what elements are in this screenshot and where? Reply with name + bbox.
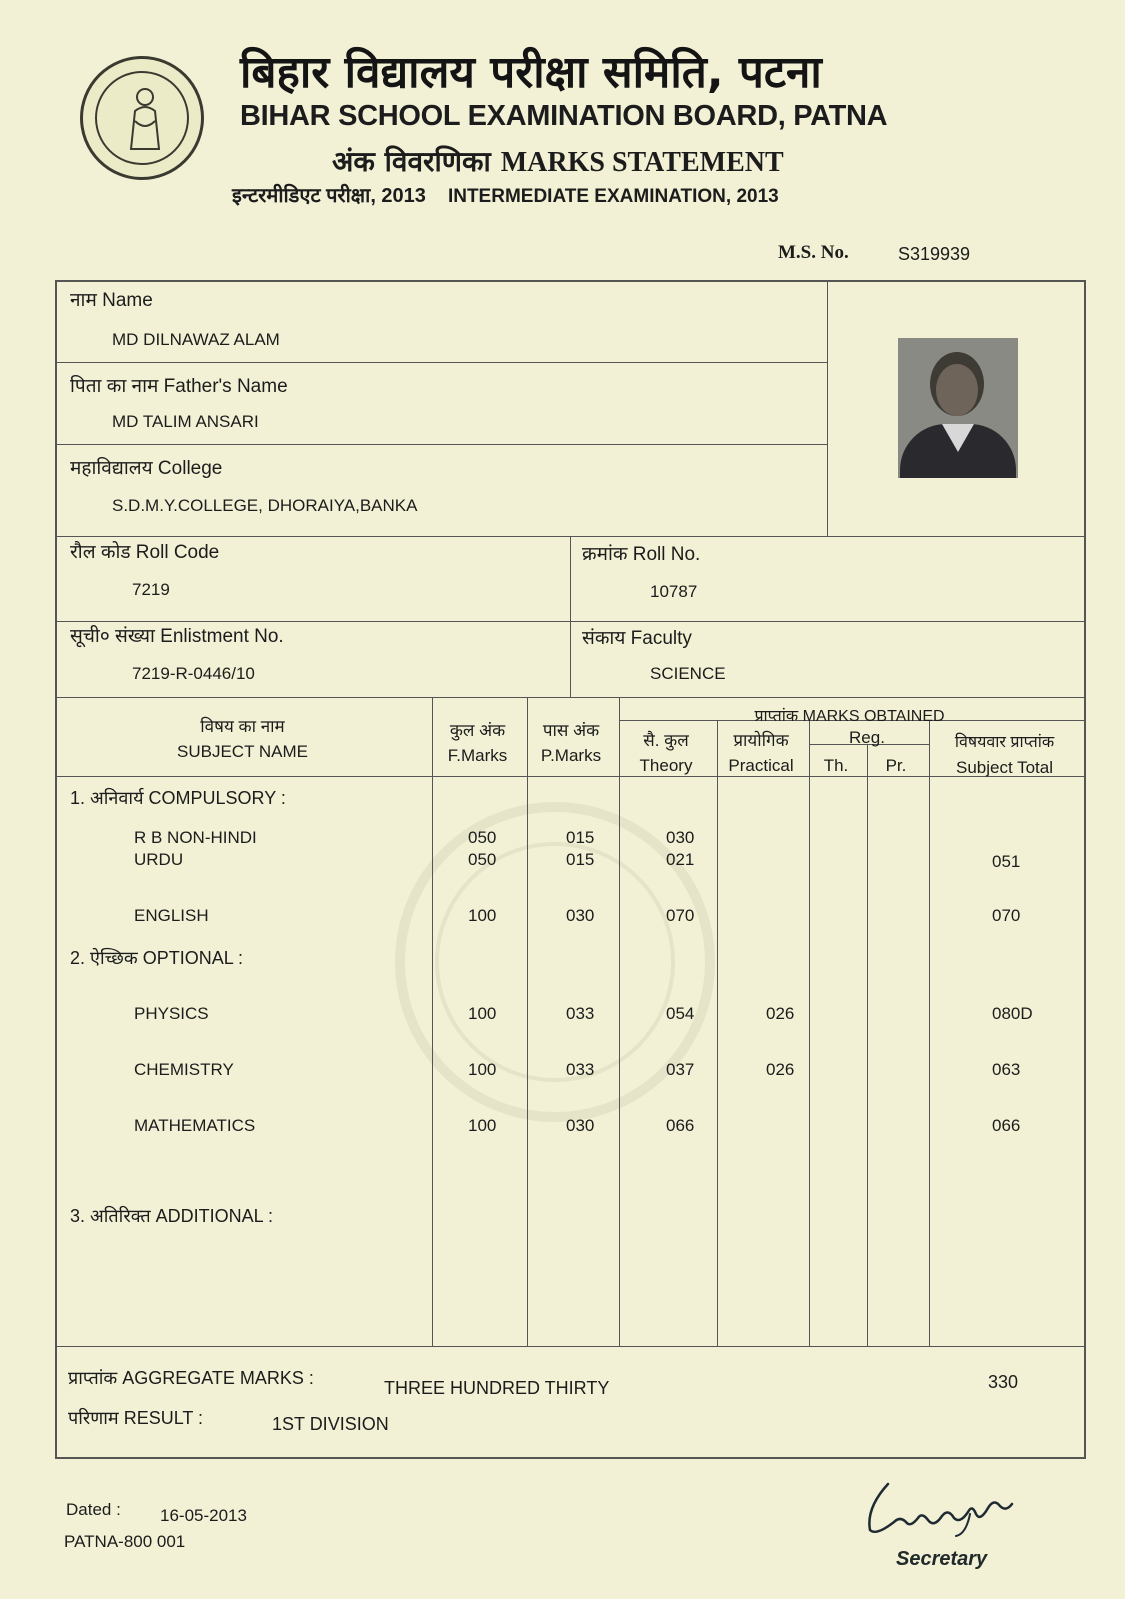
divider <box>929 720 930 1346</box>
fmarks-header-hindi: कुल अंक <box>449 721 506 740</box>
practical-header-english: Practical <box>728 756 794 775</box>
roll-no-value: 10787 <box>650 582 698 601</box>
divider <box>809 720 810 1346</box>
theory-marks: 030 <box>666 828 695 847</box>
candidate-photo <box>898 338 1018 478</box>
secretary-label: Secretary <box>896 1548 988 1570</box>
faculty-value: SCIENCE <box>650 664 726 683</box>
roll-code-label: रौल कोड Roll Code <box>70 542 220 563</box>
practical-marks: 026 <box>766 1004 795 1023</box>
exam-heading <box>232 181 779 208</box>
roll-no-label: क्रमांक Roll No. <box>582 544 701 565</box>
aggregate-marks-words: THREE HUNDRED THIRTY <box>384 1378 610 1398</box>
divider <box>57 697 1084 698</box>
full-marks: 100 <box>468 906 497 925</box>
secretary-signature-icon <box>860 1478 1020 1538</box>
exam-english: INTERMEDIATE EXAMINATION, 2013 <box>447 186 779 207</box>
full-marks: 100 <box>468 1004 497 1023</box>
reg-theory-header: Th. <box>823 756 849 775</box>
ms-no-label: M.S. No. <box>778 242 849 263</box>
aggregate-marks-value: 330 <box>988 1372 1019 1392</box>
marks-statement-heading <box>332 142 784 180</box>
place-value: PATNA-800 001 <box>64 1532 186 1551</box>
result-value: 1ST DIVISION <box>272 1414 389 1434</box>
theory-header-english: Theory <box>639 756 693 775</box>
marks-statement-hindi: अंक विवरणिका <box>332 145 491 178</box>
divider <box>570 536 571 697</box>
subject-name: URDU <box>134 850 184 869</box>
subject-total: 063 <box>992 1060 1021 1079</box>
marks-obtained-header: प्राप्तांक MARKS OBTAINED <box>754 708 945 725</box>
full-marks: 100 <box>468 1060 497 1079</box>
compulsory-section-label: 1. अनिवार्य COMPULSORY : <box>70 788 286 808</box>
subject-total: 051 <box>992 852 1021 871</box>
subject-name: PHYSICS <box>134 1004 209 1023</box>
subject-name: CHEMISTRY <box>134 1060 234 1079</box>
subject-total: 070 <box>992 906 1021 925</box>
subject-total: 066 <box>992 1116 1021 1135</box>
father-name-label: पिता का नाम Father's Name <box>70 376 288 397</box>
result-label: परिणाम RESULT : <box>68 1408 204 1428</box>
enlistment-value: 7219-R-0446/10 <box>132 664 255 683</box>
divider <box>619 697 620 1346</box>
dated-value: 16-05-2013 <box>160 1506 247 1525</box>
exam-hindi: इन्टरमीडिएट परीक्षा, 2013 <box>232 185 426 207</box>
divider <box>432 697 433 1346</box>
subject-total-header-hindi: विषयवार प्राप्तांक <box>954 734 1055 751</box>
full-marks: 100 <box>468 1116 497 1135</box>
optional-section-label: 2. ऐच्छिक OPTIONAL : <box>70 948 244 968</box>
pass-marks: 015 <box>566 850 595 869</box>
reg-header: Reg. <box>849 728 885 747</box>
subject-name: MATHEMATICS <box>134 1116 256 1135</box>
practical-marks: 026 <box>766 1060 795 1079</box>
board-title-hindi: बिहार विद्यालय परीक्षा समिति, पटना <box>240 47 822 98</box>
board-title-english: BIHAR SCHOOL EXAMINATION BOARD, PATNA <box>240 100 888 132</box>
divider <box>57 362 827 363</box>
subject-name: ENGLISH <box>134 906 209 925</box>
subject-total-header-english: Subject Total <box>955 758 1054 777</box>
pass-marks: 033 <box>566 1060 595 1079</box>
college-label: महाविद्यालय College <box>70 458 223 479</box>
divider <box>867 744 868 1346</box>
name-label: नाम Name <box>70 290 153 311</box>
faculty-label: संकाय Faculty <box>582 628 692 649</box>
seal-figure-icon <box>119 87 171 153</box>
divider <box>57 444 827 445</box>
enlistment-label: सूची० संख्या Enlistment No. <box>70 626 284 647</box>
divider <box>57 1346 1084 1347</box>
subject-header-english: SUBJECT NAME <box>177 742 308 761</box>
photo-face <box>936 364 978 416</box>
dated-label: Dated : <box>66 1500 121 1519</box>
fmarks-header-english: F.Marks <box>447 746 508 765</box>
subject-header-hindi: विषय का नाम <box>200 717 285 736</box>
college-value: S.D.M.Y.COLLEGE, DHORAIYA,BANKA <box>112 496 418 515</box>
divider <box>527 697 528 1346</box>
board-seal-logo <box>80 56 204 180</box>
theory-marks: 037 <box>666 1060 695 1079</box>
theory-marks: 054 <box>666 1004 695 1023</box>
name-value: MD DILNAWAZ ALAM <box>112 330 280 349</box>
pass-marks: 030 <box>566 906 595 925</box>
father-name-value: MD TALIM ANSARI <box>112 412 259 431</box>
pmarks-header-english: P.Marks <box>540 746 602 765</box>
pass-marks: 030 <box>566 1116 595 1135</box>
subject-total: 080D <box>992 1004 1033 1023</box>
theory-header-hindi: सै. कुल <box>643 731 689 750</box>
divider <box>717 720 718 1346</box>
full-marks: 050 <box>468 828 497 847</box>
additional-section-label: 3. अतिरिक्त ADDITIONAL : <box>70 1206 273 1226</box>
roll-code-value: 7219 <box>132 580 170 599</box>
aggregate-marks-label: प्राप्तांक AGGREGATE MARKS : <box>68 1368 314 1388</box>
divider <box>827 282 828 536</box>
pmarks-header-hindi: पास अंक <box>542 721 600 740</box>
pass-marks: 033 <box>566 1004 595 1023</box>
pass-marks: 015 <box>566 828 595 847</box>
theory-marks: 070 <box>666 906 695 925</box>
full-marks: 050 <box>468 850 497 869</box>
ms-no-value: S319939 <box>898 244 971 264</box>
practical-header-hindi: प्रायोगिक <box>733 731 789 750</box>
subject-name: R B NON-HINDI <box>134 828 257 847</box>
theory-marks: 066 <box>666 1116 695 1135</box>
reg-practical-header: Pr. <box>885 756 907 775</box>
marks-statement-english: MARKS STATEMENT <box>500 147 784 178</box>
theory-marks: 021 <box>666 850 695 869</box>
